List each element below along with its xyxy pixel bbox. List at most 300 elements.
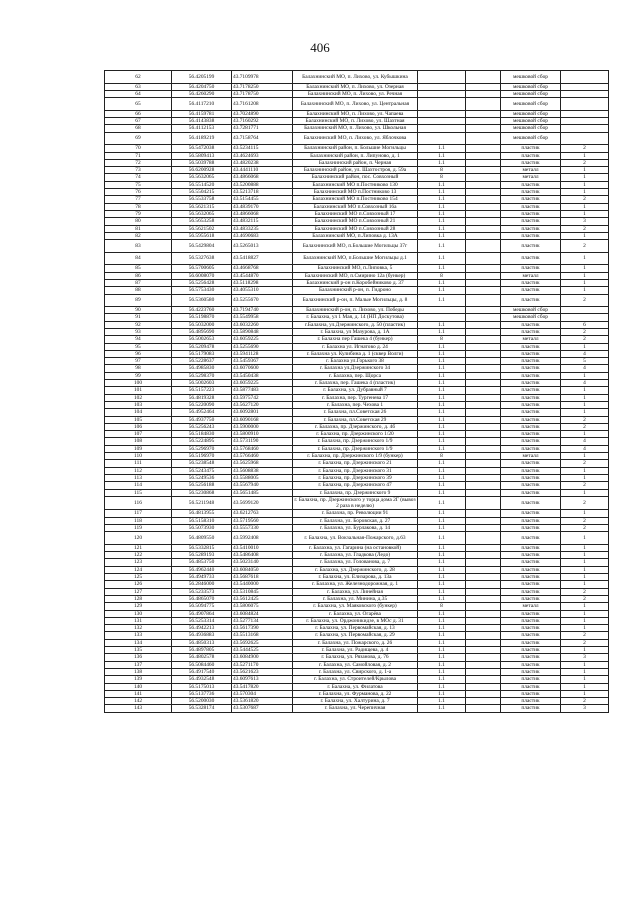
table-row bbox=[105, 639, 609, 646]
address-cell: г. Балахна, пр. Дзержинского 39 bbox=[293, 474, 418, 481]
latitude-cell: 56.5327638 bbox=[172, 252, 232, 265]
waste-code-cell: 1.1 bbox=[418, 218, 466, 225]
waste-type-cell: пластик bbox=[501, 350, 561, 357]
latitude-cell: 56.5137736 bbox=[172, 690, 232, 697]
waste-code-cell: 1.1 bbox=[418, 372, 466, 379]
longitude-cell: 43.5768460 bbox=[232, 445, 293, 452]
row-number-cell: 85 bbox=[105, 265, 172, 272]
container-count-cell bbox=[561, 83, 609, 90]
longitude-cell: 43.5307687 bbox=[232, 705, 293, 712]
row-number-cell: 132 bbox=[105, 625, 172, 632]
row-number-cell: 107 bbox=[105, 431, 172, 438]
table-row bbox=[105, 181, 609, 188]
container-count-cell: 4 bbox=[561, 445, 609, 452]
address-cell: г. Балахна, пер. Чехова 1 bbox=[293, 401, 418, 408]
table-row bbox=[105, 705, 609, 712]
longitude-cell: 43.6084900 bbox=[232, 654, 293, 661]
latitude-cell: 56.5514520 bbox=[172, 181, 232, 188]
longitude-cell: 43.4441110 bbox=[232, 167, 293, 174]
extra-cell-cell bbox=[466, 603, 501, 610]
container-count-cell: 2 bbox=[561, 294, 609, 307]
container-count-cell: 1 bbox=[561, 676, 609, 683]
waste-code-cell: 1.1 bbox=[418, 625, 466, 632]
longitude-cell: 43.5023140 bbox=[232, 559, 293, 566]
table-row bbox=[105, 566, 609, 573]
waste-type-cell: пластик bbox=[501, 654, 561, 661]
container-count-cell: 2 bbox=[561, 496, 609, 510]
latitude-cell: 56.5032000 bbox=[172, 321, 232, 328]
longitude-cell: 43.5459367 bbox=[232, 358, 293, 365]
latitude-cell: 56.5472038 bbox=[172, 145, 232, 152]
waste-type-cell: металл bbox=[501, 336, 561, 343]
waste-code-cell: 1.1 bbox=[418, 380, 466, 387]
longitude-cell: 43.5200888 bbox=[232, 181, 293, 188]
row-number-cell: 64 bbox=[105, 90, 172, 97]
waste-code-cell: 1.1 bbox=[418, 343, 466, 350]
table-row bbox=[105, 431, 609, 438]
address-cell: Балахнинский МО, п. Лихово, ул. Кубышкина bbox=[293, 71, 418, 84]
row-number-cell: 105 bbox=[105, 416, 172, 423]
waste-type-cell: пластик bbox=[501, 632, 561, 639]
container-count-cell: 1 bbox=[561, 401, 609, 408]
extra-cell-cell bbox=[466, 152, 501, 159]
waste-code-cell: 1.1 bbox=[418, 294, 466, 307]
waste-code-cell: 1.1 bbox=[418, 431, 466, 438]
table-row bbox=[105, 552, 609, 559]
longitude-cell: 43.6212763 bbox=[232, 510, 293, 517]
table-row bbox=[105, 574, 609, 581]
address-cell: г. Балахна, пр. Дзержинского 1/20 bbox=[293, 431, 418, 438]
waste-type-cell: пластик bbox=[501, 372, 561, 379]
container-count-cell: 1 bbox=[561, 617, 609, 624]
waste-type-cell: пластик bbox=[501, 189, 561, 196]
latitude-cell: 56.5230868 bbox=[172, 489, 232, 496]
container-count-cell: 2 bbox=[561, 159, 609, 166]
table-row bbox=[105, 203, 609, 210]
waste-code-cell: 1.1 bbox=[418, 544, 466, 551]
container-count-cell: 2 bbox=[561, 460, 609, 467]
waste-code-cell: 8 bbox=[418, 167, 466, 174]
row-number-cell: 69 bbox=[105, 132, 172, 145]
latitude-cell: 56.5256428 bbox=[172, 279, 232, 286]
container-count-cell: 2 bbox=[561, 336, 609, 343]
container-count-cell: 1 bbox=[561, 287, 609, 294]
latitude-cell: 56.4962440 bbox=[172, 566, 232, 573]
longitude-cell: 43.5612425 bbox=[232, 595, 293, 602]
waste-code-cell: 1.1 bbox=[418, 654, 466, 661]
waste-code-cell: 1.1 bbox=[418, 676, 466, 683]
extra-cell-cell bbox=[466, 416, 501, 423]
row-number-cell: 122 bbox=[105, 552, 172, 559]
container-count-cell: 4 bbox=[561, 350, 609, 357]
latitude-cell: 56.5700605 bbox=[172, 265, 232, 272]
table-row bbox=[105, 307, 609, 314]
latitude-cell: 56.4897805 bbox=[172, 647, 232, 654]
longitude-cell: 43.5625968 bbox=[232, 460, 293, 467]
latitude-cell: 56.4204750 bbox=[172, 83, 232, 90]
waste-code-cell: 8 bbox=[418, 174, 466, 181]
extra-cell-cell bbox=[466, 639, 501, 646]
container-count-cell: 1 bbox=[561, 210, 609, 217]
address-cell: Балахнинский МО, п. Лихово, ул. Чапаева bbox=[293, 110, 418, 117]
extra-cell-cell bbox=[466, 445, 501, 452]
container-count-cell bbox=[561, 110, 609, 117]
waste-code-cell: 1.1 bbox=[418, 350, 466, 357]
address-cell: Балахнинский р-он п.Коробейниково д. 37 bbox=[293, 279, 418, 286]
extra-cell-cell bbox=[466, 409, 501, 416]
waste-code-cell: 1.1 bbox=[418, 595, 466, 602]
table-row bbox=[105, 380, 609, 387]
longitude-cell: 43.5699120 bbox=[232, 496, 293, 510]
table-row bbox=[105, 625, 609, 632]
waste-code-cell: 1.1 bbox=[418, 181, 466, 188]
waste-type-cell: мешковой сбор bbox=[501, 98, 561, 111]
waste-code-cell: 1.1 bbox=[418, 287, 466, 294]
container-count-cell: 4 bbox=[561, 365, 609, 372]
container-count-cell: 1 bbox=[561, 272, 609, 279]
longitude-cell: 43.6070600 bbox=[232, 365, 293, 372]
address-cell: г. Балахна, пр. Дзержинского 21 bbox=[293, 460, 418, 467]
table-row bbox=[105, 595, 609, 602]
address-cell: Балахнинский район, пос. Совхозный bbox=[293, 174, 418, 181]
waste-type-cell: пластик bbox=[501, 517, 561, 524]
longitude-cell: 43.5687618 bbox=[232, 574, 293, 581]
row-number-cell: 116 bbox=[105, 496, 172, 510]
table-row bbox=[105, 218, 609, 225]
container-count-cell bbox=[561, 314, 609, 321]
container-sites-table bbox=[104, 70, 609, 713]
row-number-cell: 138 bbox=[105, 668, 172, 675]
longitude-cell: 43.6084824 bbox=[232, 610, 293, 617]
waste-code-cell: 1.1 bbox=[418, 416, 466, 423]
latitude-cell: 56.4949733 bbox=[172, 574, 232, 581]
waste-code-cell: 1.1 bbox=[418, 438, 466, 445]
waste-code-cell: 1.1 bbox=[418, 525, 466, 532]
latitude-cell: 56.5504215 bbox=[172, 189, 232, 196]
table-row bbox=[105, 603, 609, 610]
longitude-cell: 43.6084050 bbox=[232, 566, 293, 573]
row-number-cell: 108 bbox=[105, 438, 172, 445]
latitude-cell: 56.5209478 bbox=[172, 343, 232, 350]
latitude-cell: 56.4850313 bbox=[172, 639, 232, 646]
latitude-cell: 56.5632065 bbox=[172, 210, 232, 217]
container-count-cell: 1 bbox=[561, 661, 609, 668]
longitude-cell: 43.6032260 bbox=[232, 321, 293, 328]
container-count-cell: 1 bbox=[561, 474, 609, 481]
longitude-cell: 43.5651485 bbox=[232, 489, 293, 496]
waste-code-cell bbox=[418, 307, 466, 314]
longitude-cell: 43.5877483 bbox=[232, 387, 293, 394]
waste-type-cell: пластик bbox=[501, 438, 561, 445]
container-count-cell: 1 bbox=[561, 559, 609, 566]
extra-cell-cell bbox=[466, 482, 501, 489]
longitude-cell: 43.5719560 bbox=[232, 517, 293, 524]
latitude-cell: 56.5296970 bbox=[172, 445, 232, 452]
waste-type-cell: пластик bbox=[501, 460, 561, 467]
longitude-cell: 43.5567940 bbox=[232, 482, 293, 489]
container-count-cell: 1 bbox=[561, 467, 609, 474]
address-cell: г. Балахна ул.Горького 38 bbox=[293, 358, 418, 365]
longitude-cell: 43.5255690 bbox=[232, 343, 293, 350]
latitude-cell: 56.4802578 bbox=[172, 654, 232, 661]
container-count-cell bbox=[561, 132, 609, 145]
longitude-cell: 43.7178250 bbox=[232, 83, 293, 90]
address-cell: г. Балахна, пр. Дзержинского, д. 4б bbox=[293, 423, 418, 430]
waste-code-cell: 1.1 bbox=[418, 683, 466, 690]
address-cell: г. Балахна, ул. Голованова, д. 7 bbox=[293, 559, 418, 566]
row-number-cell: 137 bbox=[105, 661, 172, 668]
address-cell: г. Балахна, ул. Радищева, д. 4 bbox=[293, 647, 418, 654]
extra-cell-cell bbox=[466, 159, 501, 166]
latitude-cell: 56.4112153 bbox=[172, 125, 232, 132]
container-count-cell: 1 bbox=[561, 603, 609, 610]
table-row bbox=[105, 110, 609, 117]
container-count-cell: 3 bbox=[561, 218, 609, 225]
longitude-cell: 43.6090168 bbox=[232, 416, 293, 423]
extra-cell-cell bbox=[466, 321, 501, 328]
table-row bbox=[105, 343, 609, 350]
waste-code-cell bbox=[418, 110, 466, 117]
extra-cell-cell bbox=[466, 668, 501, 675]
row-number-cell: 113 bbox=[105, 474, 172, 481]
waste-type-cell: пластик bbox=[501, 532, 561, 545]
table-row bbox=[105, 118, 609, 125]
row-number-cell: 72 bbox=[105, 159, 172, 166]
row-number-cell: 133 bbox=[105, 632, 172, 639]
row-number-cell: 94 bbox=[105, 336, 172, 343]
extra-cell-cell bbox=[466, 336, 501, 343]
address-cell: г. Балахна, ул. Филатова bbox=[293, 683, 418, 690]
longitude-cell: 43.5440000 bbox=[232, 581, 293, 588]
latitude-cell: 56.5094775 bbox=[172, 603, 232, 610]
table-row bbox=[105, 225, 609, 232]
address-cell: г. Балахна, ул. Первомайская, д. 13 bbox=[293, 625, 418, 632]
waste-type-cell: пластик bbox=[501, 496, 561, 510]
address-cell: г. Балахна, пр. Дзержинского 31 bbox=[293, 467, 418, 474]
address-cell: г. Балахна, ул. Боровская, д. 27 bbox=[293, 517, 418, 524]
waste-code-cell: 1.1 bbox=[418, 365, 466, 372]
latitude-cell: 56.5243475 bbox=[172, 467, 232, 474]
table-row bbox=[105, 445, 609, 452]
container-count-cell: 1 bbox=[561, 252, 609, 265]
waste-type-cell: пластик bbox=[501, 409, 561, 416]
waste-code-cell: 1.1 bbox=[418, 189, 466, 196]
waste-type-cell: пластик bbox=[501, 690, 561, 697]
waste-code-cell: 1.1 bbox=[418, 705, 466, 712]
address-cell: Балахнинский МО п.Совхозный 21 bbox=[293, 218, 418, 225]
longitude-cell: 43.4690683 bbox=[232, 232, 293, 239]
longitude-cell: 43.7161208 bbox=[232, 98, 293, 111]
table-row bbox=[105, 610, 609, 617]
waste-type-cell: пластик bbox=[501, 232, 561, 239]
address-cell: г. Балахна, ул. Линейная bbox=[293, 588, 418, 595]
row-number-cell: 130 bbox=[105, 610, 172, 617]
address-cell: Балахнинский МО, п.Большие Могильцы д.1 bbox=[293, 252, 418, 265]
waste-code-cell: 1.1 bbox=[418, 496, 466, 510]
address-cell: г. Балахна, пр. Дзержинского 1/9 bbox=[293, 438, 418, 445]
container-count-cell: 1 bbox=[561, 279, 609, 286]
waste-code-cell: 1.1 bbox=[418, 225, 466, 232]
latitude-cell: 56.4819328 bbox=[172, 394, 232, 401]
extra-cell-cell bbox=[466, 559, 501, 566]
table-row bbox=[105, 321, 609, 328]
address-cell: г. Балахна, ул. Елизарова, д. 13а bbox=[293, 574, 418, 581]
longitude-cell: 43.4544870 bbox=[232, 272, 293, 279]
address-cell: г. Балахна, ул. Гагарина (на остановкой) bbox=[293, 544, 418, 551]
longitude-cell: 43.5608838 bbox=[232, 467, 293, 474]
longitude-cell: 43.5234115 bbox=[232, 145, 293, 152]
longitude-cell: 43.5118298 bbox=[232, 279, 293, 286]
waste-type-cell: мешковой сбор bbox=[501, 83, 561, 90]
latitude-cell: 56.5809413 bbox=[172, 152, 232, 159]
container-count-cell: 2 bbox=[561, 196, 609, 203]
table-row bbox=[105, 210, 609, 217]
table-row bbox=[105, 532, 609, 545]
waste-code-cell: 1.1 bbox=[418, 358, 466, 365]
waste-code-cell: 1.1 bbox=[418, 196, 466, 203]
longitude-cell: 43.570304 bbox=[232, 690, 293, 697]
waste-type-cell: пластик bbox=[501, 474, 561, 481]
page-number: 406 bbox=[310, 40, 330, 55]
address-cell: г. Балахна, ул. Минина, д.35 bbox=[293, 595, 418, 602]
waste-code-cell bbox=[418, 83, 466, 90]
table-row bbox=[105, 517, 609, 524]
waste-type-cell: пластик bbox=[501, 431, 561, 438]
container-count-cell: 1 bbox=[561, 181, 609, 188]
row-number-cell: 140 bbox=[105, 683, 172, 690]
latitude-cell: 56.5238548 bbox=[172, 460, 232, 467]
address-cell: г. Балахна, пер. Тургенева 17 bbox=[293, 394, 418, 401]
table-row bbox=[105, 265, 609, 272]
longitude-cell: 43.4839170 bbox=[232, 203, 293, 210]
waste-code-cell: 1.1 bbox=[418, 394, 466, 401]
address-cell: г. Балахна, ул. Орджоникидзе, в МОс д. 31 bbox=[293, 617, 418, 624]
address-cell: г. Балахна ул. Кулибина д. 1 (сквер Волги) bbox=[293, 350, 418, 357]
table-row bbox=[105, 581, 609, 588]
table-row bbox=[105, 98, 609, 111]
row-number-cell: 124 bbox=[105, 566, 172, 573]
waste-code-cell: 1.1 bbox=[418, 467, 466, 474]
extra-cell-cell bbox=[466, 71, 501, 84]
latitude-cell: 56.4205199 bbox=[172, 71, 232, 84]
waste-code-cell: 1.1 bbox=[418, 232, 466, 239]
container-count-cell: 2 bbox=[561, 632, 609, 639]
row-number-cell: 103 bbox=[105, 401, 172, 408]
row-number-cell: 88 bbox=[105, 287, 172, 294]
container-count-cell: 2 bbox=[561, 525, 609, 532]
waste-type-cell: пластик bbox=[501, 252, 561, 265]
waste-type-cell: пластик bbox=[501, 210, 561, 217]
waste-type-cell: пластик bbox=[501, 416, 561, 423]
container-count-cell: 1 bbox=[561, 265, 609, 272]
address-cell: г. Балахна ул. Игнатово д. 24 bbox=[293, 343, 418, 350]
row-number-cell: 100 bbox=[105, 380, 172, 387]
container-count-cell: 2 bbox=[561, 328, 609, 335]
table-row bbox=[105, 525, 609, 532]
container-count-cell: 2 bbox=[561, 588, 609, 595]
longitude-cell: 43.5361820 bbox=[232, 698, 293, 705]
extra-cell-cell bbox=[466, 314, 501, 321]
address-cell: г. Балахна, пр. Дзержинского у торца дома 2Г (вывоз 2 раза в неделю) bbox=[294, 496, 416, 510]
waste-type-cell: пластик bbox=[501, 380, 561, 387]
longitude-cell: 43.5806075 bbox=[232, 603, 293, 610]
container-count-cell: 5 bbox=[561, 358, 609, 365]
longitude-cell: 43.5418827 bbox=[232, 252, 293, 265]
row-number-cell: 141 bbox=[105, 690, 172, 697]
longitude-cell: 43.5900000 bbox=[232, 423, 293, 430]
container-count-cell: 1 bbox=[561, 372, 609, 379]
row-number-cell: 131 bbox=[105, 617, 172, 624]
latitude-cell: 56.5328174 bbox=[172, 705, 232, 712]
waste-type-cell: пластик bbox=[501, 265, 561, 272]
address-cell: г. Балахна, ул. Фурманова, д. 22 bbox=[293, 690, 418, 697]
latitude-cell: 56.4942213 bbox=[172, 625, 232, 632]
extra-cell-cell bbox=[466, 252, 501, 265]
longitude-cell: 43.4833235 bbox=[232, 225, 293, 232]
waste-type-cell: пластик bbox=[501, 676, 561, 683]
row-number-cell: 102 bbox=[105, 394, 172, 401]
container-count-cell: 4 bbox=[561, 438, 609, 445]
latitude-cell: 56.5228637 bbox=[172, 358, 232, 365]
waste-code-cell bbox=[418, 90, 466, 97]
waste-type-cell: металл bbox=[501, 603, 561, 610]
table-row bbox=[105, 336, 609, 343]
latitude-cell: 56.5196970 bbox=[172, 453, 232, 460]
waste-type-cell: пластик bbox=[501, 401, 561, 408]
table-row bbox=[105, 588, 609, 595]
row-number-cell: 91 bbox=[105, 314, 172, 321]
address-cell: Балахнинский р-он, п. Малые Могильцы, д. 8 bbox=[293, 294, 418, 307]
table-row bbox=[105, 423, 609, 430]
extra-cell-cell bbox=[466, 350, 501, 357]
latitude-cell: 56.5200030 bbox=[172, 698, 232, 705]
longitude-cell: 43.5310845 bbox=[232, 588, 293, 595]
longitude-cell: 43.4055310 bbox=[232, 287, 293, 294]
waste-type-cell: пластик bbox=[501, 544, 561, 551]
extra-cell-cell bbox=[466, 181, 501, 188]
latitude-cell: 56.5253314 bbox=[172, 617, 232, 624]
row-number-cell: 84 bbox=[105, 252, 172, 265]
longitude-cell: 43.5975742 bbox=[232, 394, 293, 401]
address-cell: г.Балахна, ул.Дзержинского, д. 50 (пластик) bbox=[293, 321, 418, 328]
longitude-cell: 43.7194740 bbox=[232, 307, 293, 314]
waste-code-cell bbox=[418, 71, 466, 84]
row-number-cell: 127 bbox=[105, 588, 172, 595]
extra-cell-cell bbox=[466, 595, 501, 602]
row-number-cell: 126 bbox=[105, 581, 172, 588]
longitude-cell: 43.5410010 bbox=[232, 544, 293, 551]
waste-type-cell: пластик bbox=[501, 552, 561, 559]
table-row bbox=[105, 83, 609, 90]
waste-type-cell: пластик bbox=[501, 647, 561, 654]
address-cell: Балахнинский МО, п. Лихово, ул. Озерная bbox=[293, 83, 418, 90]
container-count-cell: 2 bbox=[561, 225, 609, 232]
table-row bbox=[105, 350, 609, 357]
container-count-cell: 1 bbox=[561, 566, 609, 573]
extra-cell-cell bbox=[466, 705, 501, 712]
table-row bbox=[105, 174, 609, 181]
table-row bbox=[105, 559, 609, 566]
extra-cell-cell bbox=[466, 610, 501, 617]
table-body bbox=[105, 71, 609, 713]
waste-code-cell: 1.1 bbox=[418, 152, 466, 159]
table-row bbox=[105, 189, 609, 196]
container-count-cell bbox=[561, 71, 609, 84]
container-count-cell: 1 bbox=[561, 544, 609, 551]
table-row bbox=[105, 372, 609, 379]
container-count-cell: 6 bbox=[561, 321, 609, 328]
waste-type-cell: пластик bbox=[501, 445, 561, 452]
